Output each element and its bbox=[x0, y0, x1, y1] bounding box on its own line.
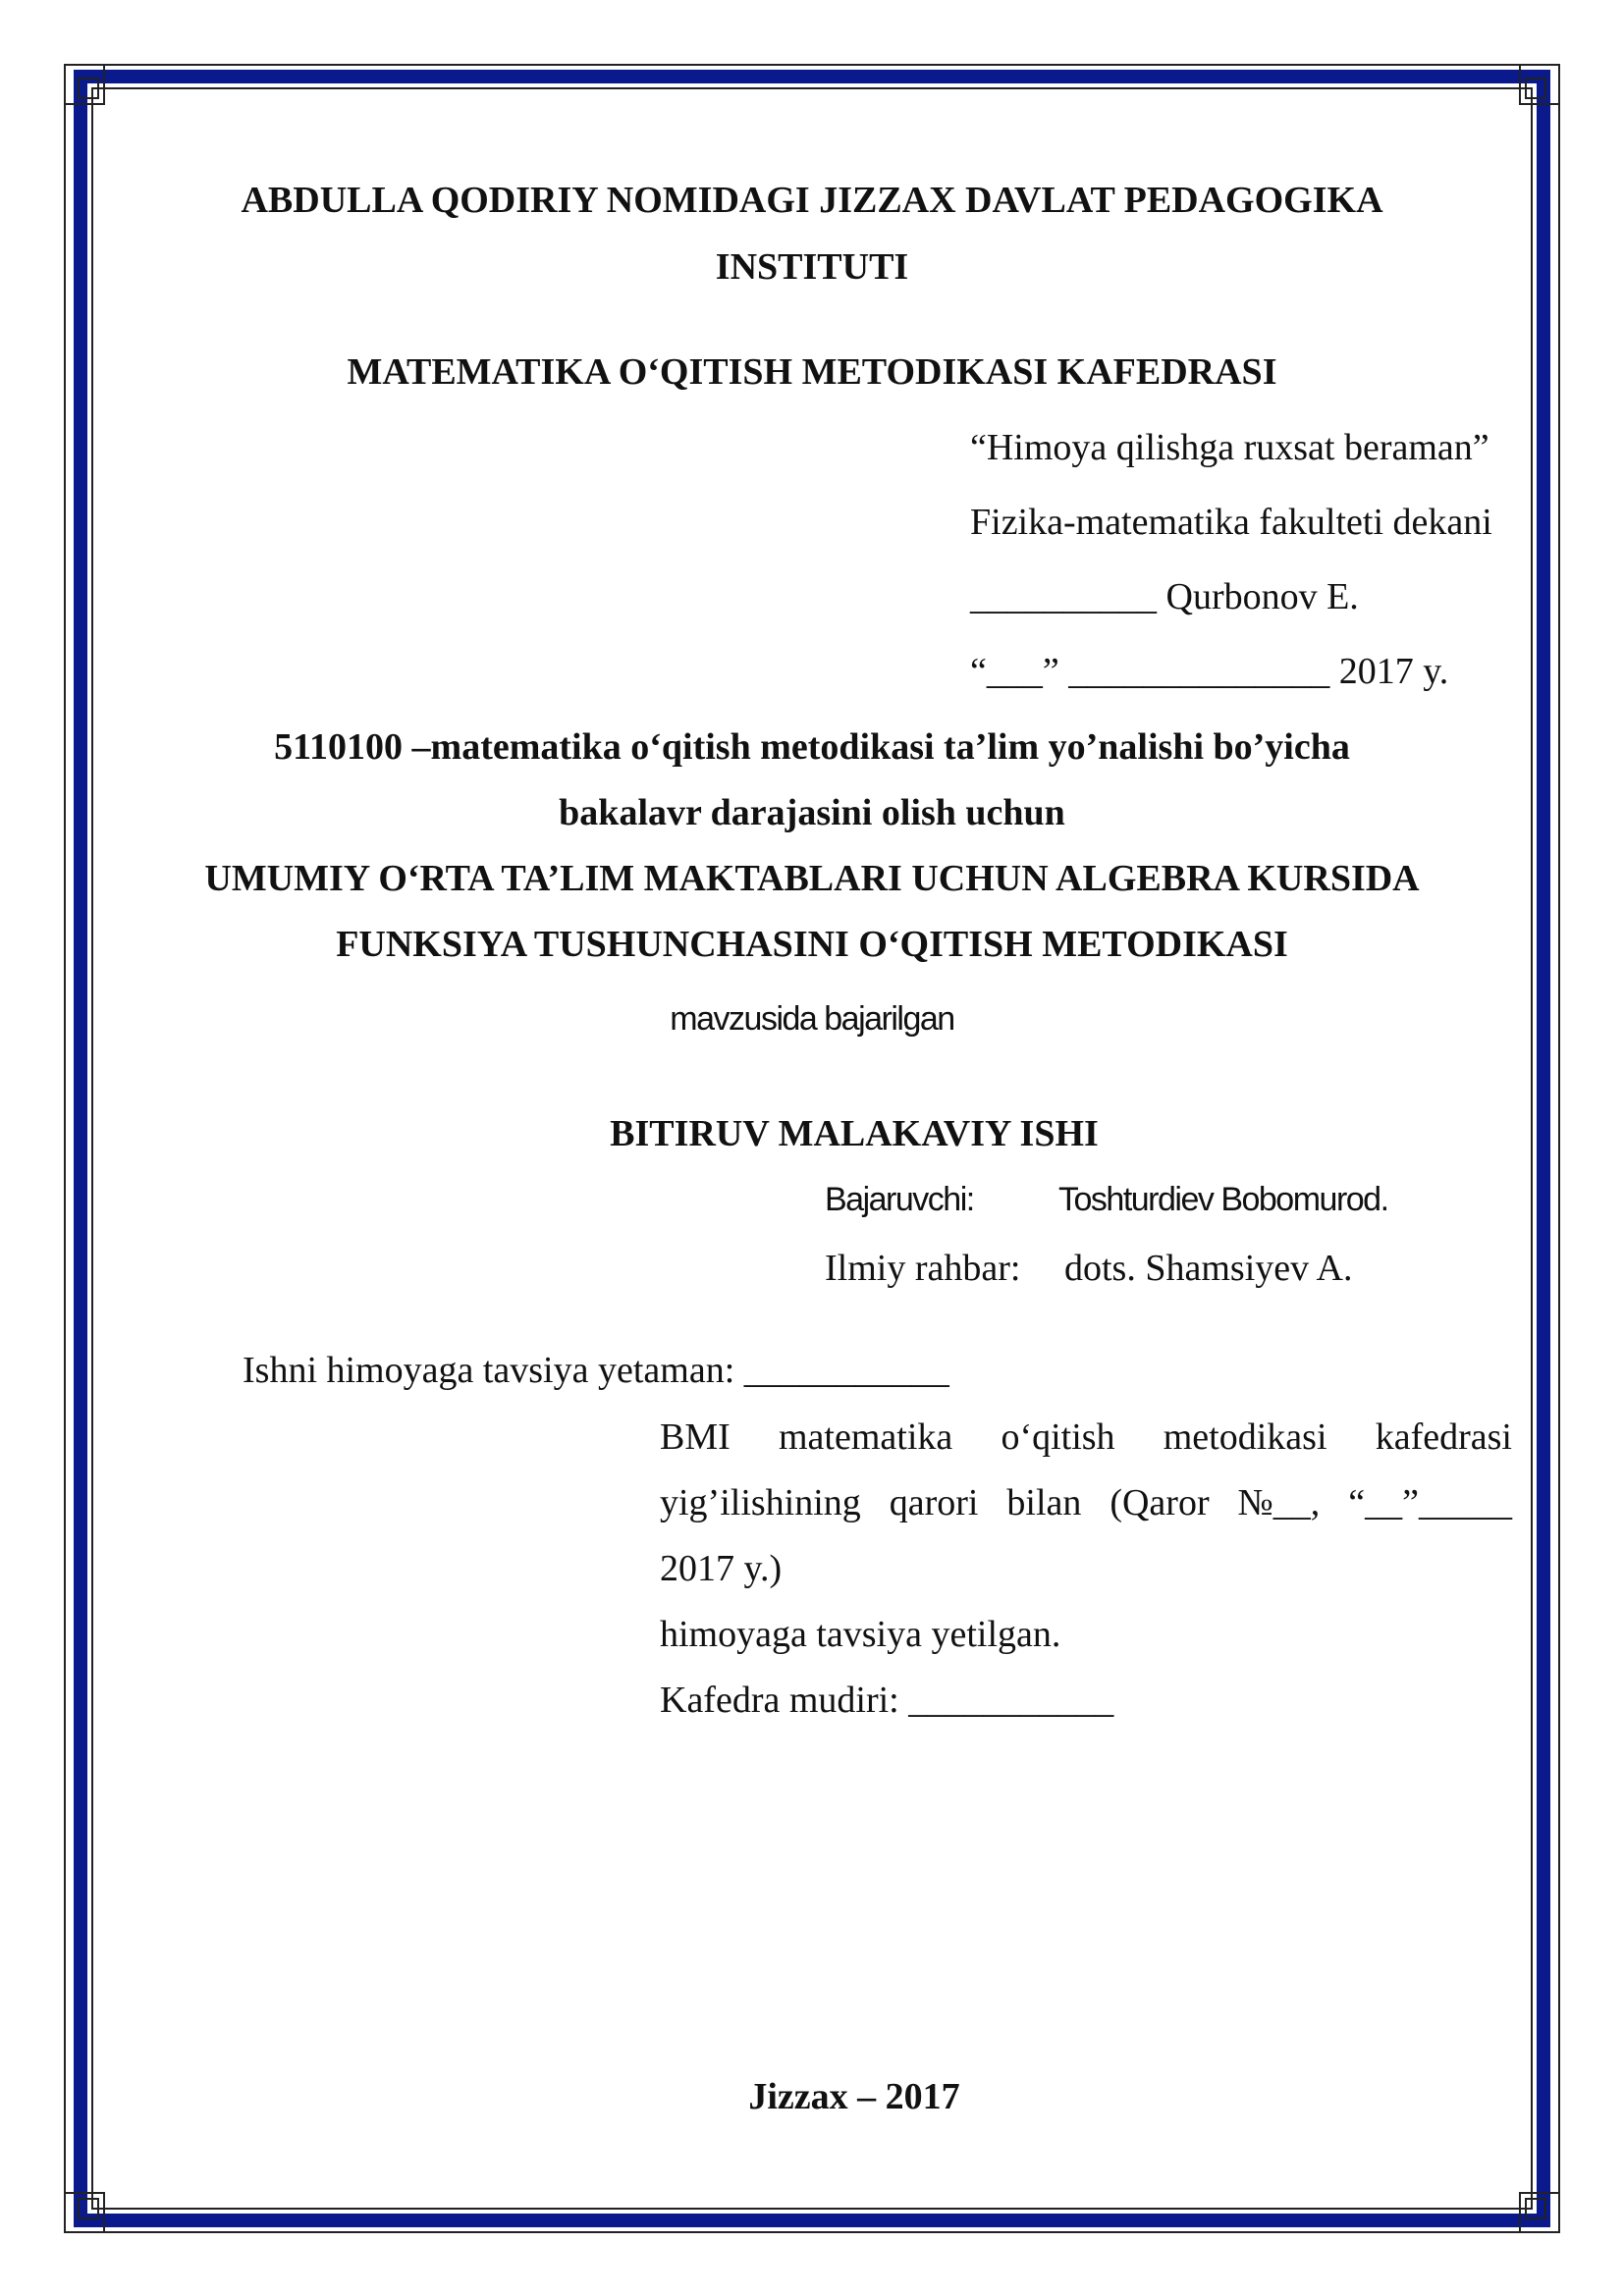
degree-line-2: bakalavr darajasini olish uchun bbox=[559, 792, 1065, 833]
institute-name-line2: INSTITUTI bbox=[715, 246, 909, 288]
meeting-word: (Qaror bbox=[1110, 1482, 1210, 1523]
work-type-text: BITIRUV MALAKAVIY ISHI bbox=[610, 1113, 1099, 1154]
meeting-word: bilan bbox=[1006, 1482, 1082, 1523]
approval-line-2: Fizika-matematika fakulteti dekani bbox=[970, 502, 1492, 543]
meeting-word: kafedrasi bbox=[1375, 1416, 1512, 1458]
approval-line-1: “Himoya qilishga ruxsat beraman” bbox=[970, 427, 1489, 468]
institute-name-line1: ABDULLA QODIRIY NOMIDAGI JIZZAX DAVLAT PEDAGOGIKA bbox=[241, 180, 1383, 221]
topic-title-line-1: UMUMIY O‘RTA TA’LIM MAKTABLARI UCHUN ALGEBRA KURSIDA bbox=[204, 858, 1420, 899]
topic-title-line-2: FUNKSIYA TUSHUNCHASINI O‘QITISH METODIKASI bbox=[336, 924, 1288, 965]
meeting-word: o‘qitish bbox=[1001, 1416, 1115, 1458]
meeting-word: BMI bbox=[660, 1416, 731, 1458]
footer-place-year bbox=[0, 2075, 1624, 2120]
meeting-word: №__, bbox=[1237, 1482, 1321, 1523]
meeting-word: yig’ilishining bbox=[660, 1482, 861, 1523]
meeting-line-1 bbox=[660, 1415, 1512, 1461]
department-name-text: MATEMATIKA O‘QITISH METODIKASI KAFEDRASI bbox=[347, 351, 1277, 393]
advisor-name: dots. Shamsiyev A. bbox=[1064, 1248, 1353, 1289]
meeting-word: matematika bbox=[778, 1416, 953, 1458]
meeting-line-4: himoyaga tavsiya yetilgan. bbox=[660, 1614, 1061, 1655]
footer-text: Jizzax – 2017 bbox=[748, 2076, 960, 2117]
meeting-word: qarori bbox=[889, 1482, 979, 1523]
approval-signature-line: __________ Qurbonov E. bbox=[970, 576, 1359, 617]
department-name bbox=[0, 350, 1624, 396]
degree-line-1: 5110100 –matematika o‘qitish metodikasi ta’lim yo’nalishi bo’yicha bbox=[274, 726, 1350, 768]
approval-date-line: “___” ______________ 2017 y. bbox=[970, 651, 1449, 692]
work-type-heading bbox=[0, 1112, 1624, 1157]
performer-name: Toshturdiev Bobomurod. bbox=[1058, 1181, 1388, 1218]
department-head-line: Kafedra mudiri: ___________ bbox=[660, 1680, 1114, 1721]
meeting-line-2 bbox=[660, 1481, 1512, 1526]
topic-subtitle: mavzusida bajarilgan bbox=[670, 1000, 954, 1038]
performer-label: Bajaruvchi: bbox=[825, 1181, 974, 1218]
recommendation-line: Ishni himoyaga tavsiya yetaman: ___________ bbox=[243, 1350, 949, 1391]
meeting-word: metodikasi bbox=[1163, 1416, 1327, 1458]
meeting-word: “__”_____ bbox=[1348, 1482, 1512, 1523]
advisor-label: Ilmiy rahbar: bbox=[825, 1248, 1021, 1289]
meeting-line-3: 2017 y.) bbox=[660, 1548, 783, 1589]
